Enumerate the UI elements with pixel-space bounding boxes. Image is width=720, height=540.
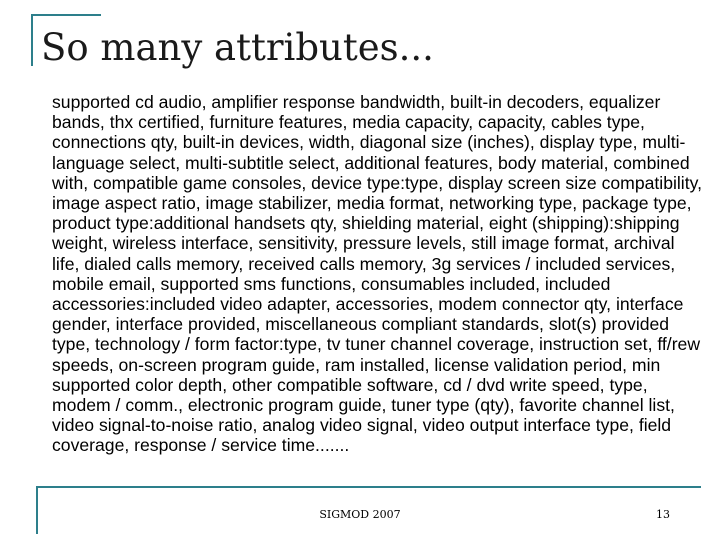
footer-horizontal-line bbox=[36, 486, 701, 488]
page-number: 13 bbox=[656, 508, 670, 521]
slide-title: So many attributes... bbox=[41, 26, 434, 69]
footer-center-text: SIGMOD 2007 bbox=[319, 508, 401, 521]
title-frame-vertical-line bbox=[31, 14, 33, 66]
title-frame-top-line bbox=[31, 14, 101, 16]
footer-vertical-line bbox=[36, 486, 38, 534]
slide-body-text: supported cd audio, amplifier response bandwidth, built-in decoders, equalizer bands, thx certified, furniture features, media capacity, capacity, cables type, connections qty, built-in devices, width, diagonal size (inches), display type, multi-language select, multi-subtitle select, additional features, body material, combined with, compatible game consoles, device type:type, display screen size compatibility, image aspect ratio, image stabilizer, media format, networking type, package type, product type:additional handsets qty, shielding material, eight (shipping):shipping weight, wireless interface, sensitivity, pressure levels, still image format, archival life, dialed calls memory, received calls memory, 3g services / included services, mobile email, supported sms functions, consumables included, included accessories:included video adapter, accessories, modem connector qty, interface gender, interface provided, miscellaneous compliant standards, slot(s) provided type, technology / form factor:type, tv tuner channel coverage, instruction set, ff/rew speeds, on-screen program guide, ram installed, license validation period, min supported color depth, other compatible software, cd / dvd write speed, type, modem / comm., electronic program guide, tuner type (qty), favorite channel list, video signal-to-noise ratio, analog video signal, video output interface type, field coverage, response / service time....... bbox=[52, 92, 702, 456]
